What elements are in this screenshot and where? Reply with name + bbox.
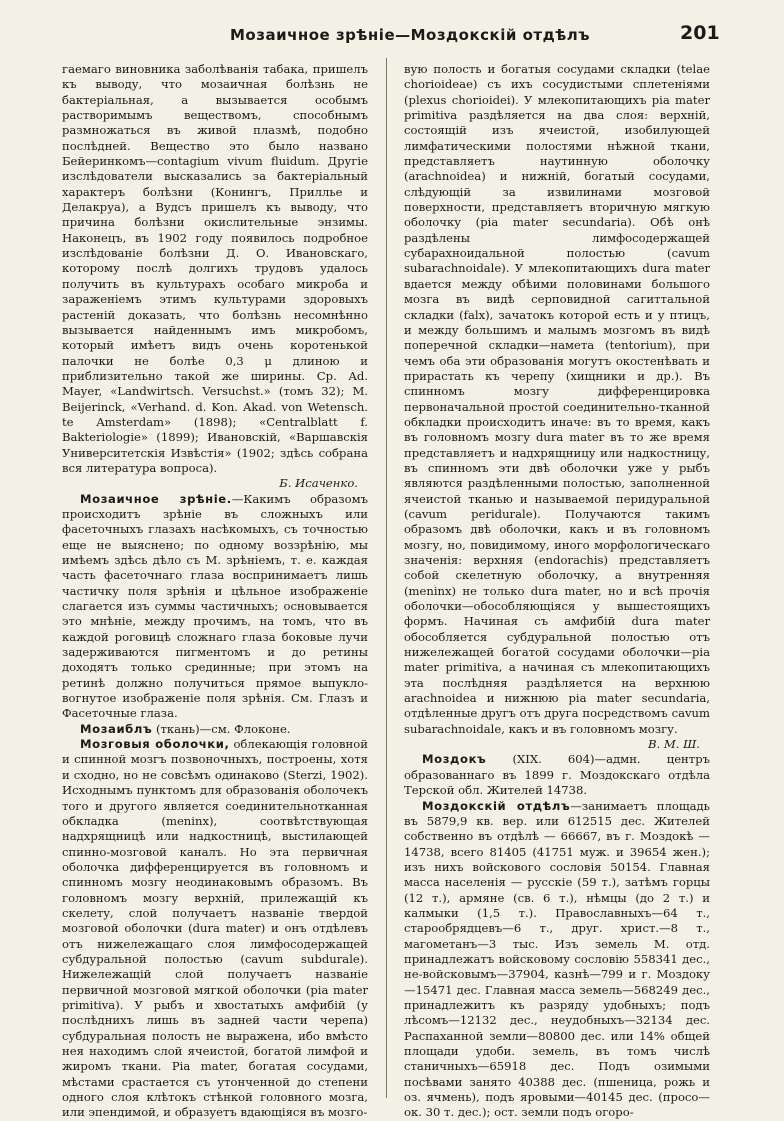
headword: Мозаиблъ bbox=[80, 721, 153, 736]
paragraph-text: вую полость и богатыя сосудами складки (telae chorioideae) съ ихъ сосудистыми сплетеніями (plexus chorioidei). У млекопитающихъ pia mater primitiva раздѣляется на два слоя: верхній, состоящій изъ ячеистой, изобилующей лимфатическими полостями нѣжной ткани, представляетъ наутинную оболочку (arachnoidea) и нижній, богатый сосудами, слѣдующій за извилинами мозговой поверхности, представляетъ вторичную мягкую оболочку (pia mater secundaria). Обѣ онѣ раздѣлены лимфосодержащей субарахноидальной полостью (cavum subarachnoidale). У млекопитающихъ dura mater вдается между обѣими половинами большого мозга въ видѣ серповидной сагиттальной складки (falx), зачатокъ которой есть и у птицъ, и между большимъ и малымъ мозгомъ въ видѣ поперечной складки—намета (tentorium), при чемъ оба эти образованія могутъ окостенѣвать и прирастать къ черепу (хищники и др.). Въ спинномъ мозгу дифференцировка первоначальной простой соединительно-тканной обкладки происходитъ иначе: въ то время, какъ въ головномъ мозгу dura mater въ то же время представляетъ и надхрящницу или надкостницу, въ спинномъ эти двѣ оболочки уже у рыбъ являются раздѣленными полостью, заполненной ячеистой тканью и называемой перидуральной (cavum peridurale). Получаются такимъ образомъ двѣ оболочки, какъ и въ головномъ мозгу, но, повидимому, иного морфологическаго значенія: верхняя (endorachis) представляетъ собой скелетную оболочку, а внутренняя (meninx) не только dura mater, но и всѣ прочія оболочки—обособляющіяся у вышестоящихъ формъ. Начиная съ амфибій dura mater обособляется субдуральной полостью отъ нижележащей богатой сосудами оболочки—pia mater primitiva, а начиная съ млекопитающихъ эта послѣдняя раздѣляется на верхнюю arachnoidea и нижнюю pia mater secundaria, отдѣленные другъ отъ друга посредствомъ cavum subarachnoidale, какъ и въ головномъ мозгу. bbox=[404, 62, 710, 736]
article-mosaic-vision bbox=[62, 492, 368, 722]
headword: Моздокъ bbox=[422, 752, 487, 767]
article-signature: В. М. Ш. bbox=[647, 737, 700, 752]
article-meninges bbox=[62, 737, 368, 1121]
article-text: облекающія головной и спинной мозгъ позвоночныхъ, построены, хотя и сходно, но не совсѣмъ одинаково (Sterzi, 1902). Исходнымъ пунктомъ для образованія оболочекъ того и другого является соединительнотканная обкладка (meninx), соотвѣтствующая надхрящницѣ или надкостницѣ, выстилающей спинно-мозговой каналъ. Но эта первичная оболочка дифференцируется въ головномъ и спинномъ мозгу неодинаковымъ образомъ. Въ головномъ мозгу верхній, прилежащій къ скелету, слой получаетъ названіе твердой мозговой оболочки (dura mater) и онъ отдѣлевъ отъ нижележащаго слоя лимфосодержащей субдуральной полостью (cavum subdurale). Нижележащій слой получаетъ названіе первичной мозговой мягкой оболочки (pia mater primitiva). У рыбъ и хвостатыхъ амфибій (у послѣднихъ лишь въ задней части черепа) субдуральная полость не выражена, ибо вмѣсто нея находимъ слой ячеистой, богатой лимфой и жиромъ ткани. Pia mater, богатая сосудами, мѣстами срастается съ утонченной до степени одного слоя клѣтокъ стѣнкой головного мозга, или эпендимой, и образуетъ вдающіяся въ мозго- bbox=[62, 737, 368, 1120]
article-mozdok bbox=[404, 752, 710, 798]
column-divider bbox=[386, 58, 387, 1098]
headword: Моздокскій отдѣлъ bbox=[422, 798, 571, 813]
article-mozdok-district bbox=[404, 799, 710, 1121]
headword: Мозаичное зрѣніе. bbox=[80, 491, 232, 506]
running-head: Мозаичное зрѣніе—Моздокскій отдѣлъ bbox=[230, 26, 591, 44]
paragraph-text: гаемаго виновника заболѣванія табака, пришелъ къ выводу, что мозаичная болѣзнь не бактеріальная, а вызывается особымъ растворимымъ веществомъ, способнымъ размножаться въ живой плазмѣ, подобно послѣдней. Вещество это было названо Бейеринкомъ—contagium vivum fluidum. Другіе изслѣдователи высказались за бактеріальный характеръ болѣзни (Конингъ, Приллье и Делакруа), а Вудсъ пришелъ къ выводу, что причина болѣзни окислительные энзимы. Наконецъ, въ 1902 году появилось подробное изслѣдованіе болѣзни Д. О. Ивановскаго, которому послѣ долгихъ трудовъ удалось получить въ культурахъ особаго микроба и зараженіемъ этимъ культурами здоровыхъ растеній доказать, что болѣзнь несомнѣнно вызывается найденнымъ имъ микробомъ, который имѣетъ видъ очень коротенькой палочки не болѣе 0,3 μ длиною и приблизительно такой же ширины. Ср. Ad. Mayer, «Landwirtsch. Versuchst.» (томъ 32); M. Beijerinck, «Verhand. d. Kon. Akad. von Wetensch. te Amsterdam» (1898); «Centralblatt f. Bakteriologie» (1899); Ивановскій, «Варшавскія Университетскія Извѣстія» (1902; здѣсь собрана вся литература вопроса). bbox=[62, 62, 368, 475]
article-text: (XIX. 604)—адмн. центръ образованнаго въ 1899 г. Моздокскаго отдѣла Терской обл. Жителей 14738. bbox=[404, 752, 710, 798]
article-text: —занимаетъ площадь въ 5879,9 кв. вер. или 612515 дес. Жителей собственно въ отдѣлѣ — 66667, въ г. Моздокѣ — 14738, всего 81405 (41751 муж. и 39654 жен.); изъ нихъ войскового сословія 50154. Главная масса населенія — русскіе (59 т.), затѣмъ горцы (12 т.), армяне (св. 6 т.), нѣмцы (до 2 т.) и калмыки (1,5 т.). Православныхъ—64 т., старообрядцевъ—6 т., друг. христ.—8 т., магометанъ—3 тыс. Изъ земель М. отд. принадлежатъ войсковому сословію 558341 дес., не-войсковымъ—37904, казнѣ—799 и г. Моздоку—15471 дес. Главная масса земель—568249 дес., принадлежитъ къ разряду удобныхъ; подъ лѣсомъ—12132 дес., неудобныхъ—32134 дес. Распаханной земли—80800 дес. или 14% общей площади удоби. земель, въ томъ числѣ станичныхъ—65918 дес. Подъ озимыми посѣвами занято 40388 дес. (пшеница, рожь и оз. ячмень), подъ яровыми—40145 дес. (просо—ок. 30 т. дес.); ост. земли подъ огоро- bbox=[404, 798, 710, 1120]
left-column bbox=[62, 62, 368, 1120]
article-signature: Б. Исаченко. bbox=[279, 476, 358, 491]
article-meninges-continuation bbox=[404, 62, 710, 737]
right-column bbox=[404, 62, 710, 1120]
headword: Мозговыя оболочки, bbox=[80, 737, 230, 752]
article-mozaibl bbox=[62, 722, 368, 737]
page-number: 201 bbox=[680, 22, 720, 44]
article-text: —Какимъ образомъ происходитъ зрѣніе въ сложныхъ или фасеточныхъ глазахъ насѣкомыхъ, съ точностью еще не выяснено; по одному воззрѣнію, мы имѣемъ здѣсь дѣло съ М. зрѣніемъ, т. е. каждая часть фасеточнаго глаза воспринимаетъ лишь частичку поля зрѣнія и цѣльное изображеніе слагается изъ суммы частичныхъ; основывается это мнѣніе, между прочимъ, на томъ, что въ каждой роговицѣ сложнаго глаза боковые лучи задерживаются пигментомъ и до ретины доходятъ только срединные; при этомъ на ретинѣ должно получиться прямое выпукло-вогнутое изображеніе поля зрѣнія. См. Глазъ и Фасеточные глаза. bbox=[62, 491, 368, 721]
article-tobacco-continuation bbox=[62, 62, 368, 476]
page-header bbox=[0, 22, 784, 48]
article-text: (ткань)—см. Флоконе. bbox=[152, 721, 291, 736]
